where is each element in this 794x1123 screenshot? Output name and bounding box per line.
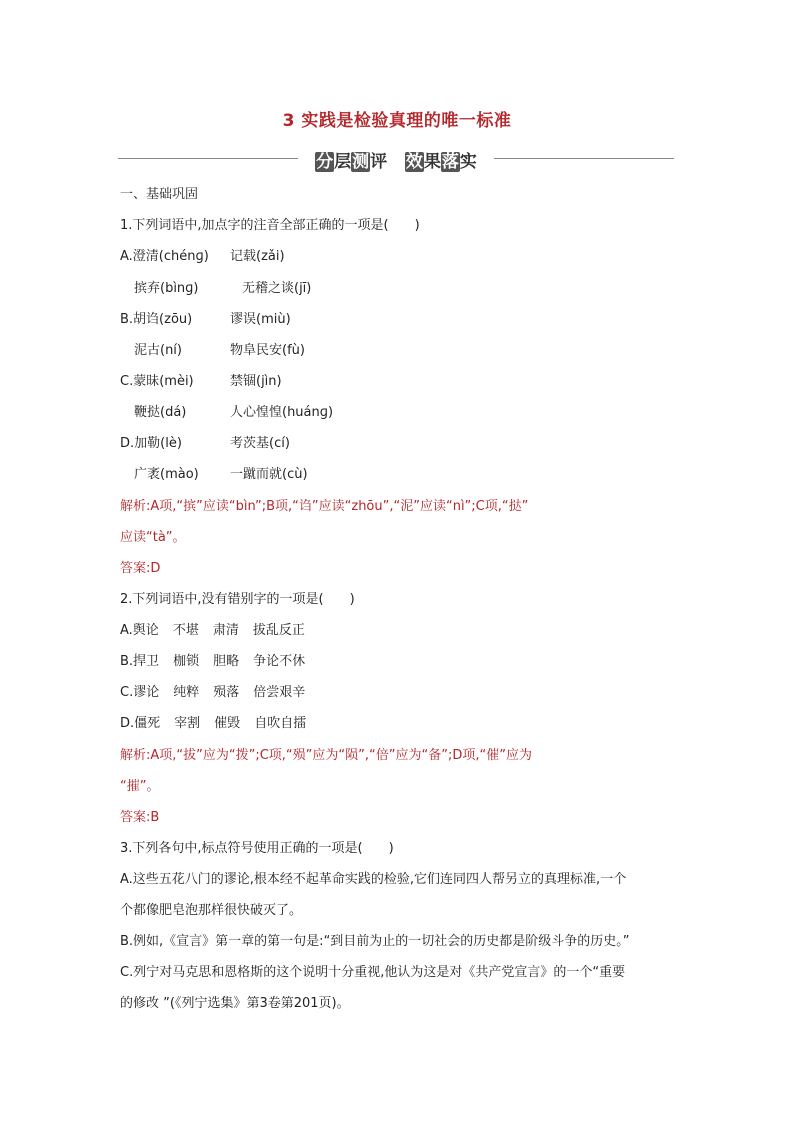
banner-char: 实 xyxy=(459,152,477,172)
q1-answer: 答案:D xyxy=(120,561,161,576)
q2-answer: 答案:B xyxy=(120,810,160,825)
q2-option-b: B.捍卫 枷锁 胆略 争论不休 xyxy=(120,654,306,669)
banner-char: 层 xyxy=(334,152,352,172)
banner-text xyxy=(308,147,484,172)
banner-char: 评 xyxy=(370,152,388,172)
q1-option-a-line2: 摈弃(bìnɡ) 无稽之谈(jī) xyxy=(134,281,312,296)
section-banner xyxy=(118,144,674,174)
q2-option-a: A.舆论 不堪 肃清 拔乱反正 xyxy=(120,623,305,638)
q2-option-c: C.谬论 纯粹 殒落 倍尝艰辛 xyxy=(120,685,306,700)
q1-option-c-line2: 鞭挞(dá) 人心惶惶(huánɡ) xyxy=(134,405,334,420)
q3-option-a-line1: A.这些五花八门的谬论,根本经不起革命实践的检验,它们连同四人帮另立的真理标准,一个 xyxy=(120,872,627,887)
question-2-stem: 2.下列词语中,没有错别字的一项是( ) xyxy=(120,592,355,607)
banner-char: 果 xyxy=(423,152,441,172)
q1-analysis-line1: 解析:A项,“摈”应读“bìn”;B项,“诌”应读“zhōu”,“泥”应读“nì”;C项,“挞” xyxy=(120,499,529,514)
q1-option-c-line1: C.蒙昧(mèi) 禁锢(jìn) xyxy=(120,374,282,389)
q1-option-d-line2: 广袤(mào) 一蹴而就(cù) xyxy=(134,467,308,482)
banner-char-boxed: 测 xyxy=(352,152,370,172)
banner-char-boxed: 效 xyxy=(405,152,423,172)
q2-analysis-line2: “摧”。 xyxy=(120,779,160,794)
banner-rule-right xyxy=(494,158,674,159)
section-heading: 一、基础巩固 xyxy=(120,187,199,202)
banner-rule-left xyxy=(118,158,298,159)
question-3-stem: 3.下列各句中,标点符号使用正确的一项是( ) xyxy=(120,841,394,856)
question-1-stem: 1.下列词语中,加点字的注音全部正确的一项是( ) xyxy=(120,218,420,233)
q1-option-b-line2: 泥古(ní) 物阜民安(fù) xyxy=(134,343,305,358)
q1-analysis-line2: 应读“tà”。 xyxy=(120,530,186,545)
q3-option-c-line2: 的修改 ”(《列宁选集》第3卷第201页)。 xyxy=(120,996,350,1011)
banner-char-boxed: 分 xyxy=(316,152,334,172)
q2-analysis-line1: 解析:A项,“拔”应为“拨”;C项,“殒”应为“陨”,“倍”应为“备”;D项,“催”应为 xyxy=(120,748,532,763)
q1-option-a-line1: A.澄清(chénɡ) 记载(zǎi) xyxy=(120,249,285,264)
q1-option-b-line1: B.胡诌(zōu) 谬误(miù) xyxy=(120,312,291,327)
q2-option-d: D.僵死 宰割 催毁 自吹自擂 xyxy=(120,716,307,731)
banner-char-boxed: 落 xyxy=(441,152,459,172)
q3-option-b: B.例如,《宣言》第一章的第一句是:“到目前为止的一切社会的历史都是阶级斗争的历史。” xyxy=(120,934,630,949)
page-title: 3 实践是检验真理的唯一标准 xyxy=(282,111,512,131)
q3-option-c-line1: C.列宁对马克思和恩格斯的这个说明十分重视,他认为这是对《共产党宣言》的一个“重要 xyxy=(120,965,626,980)
q1-option-d-line1: D.加勒(lè) 考茨基(cí) xyxy=(120,436,290,451)
q3-option-a-line2: 个都像肥皂泡那样很快破灭了。 xyxy=(120,903,303,918)
